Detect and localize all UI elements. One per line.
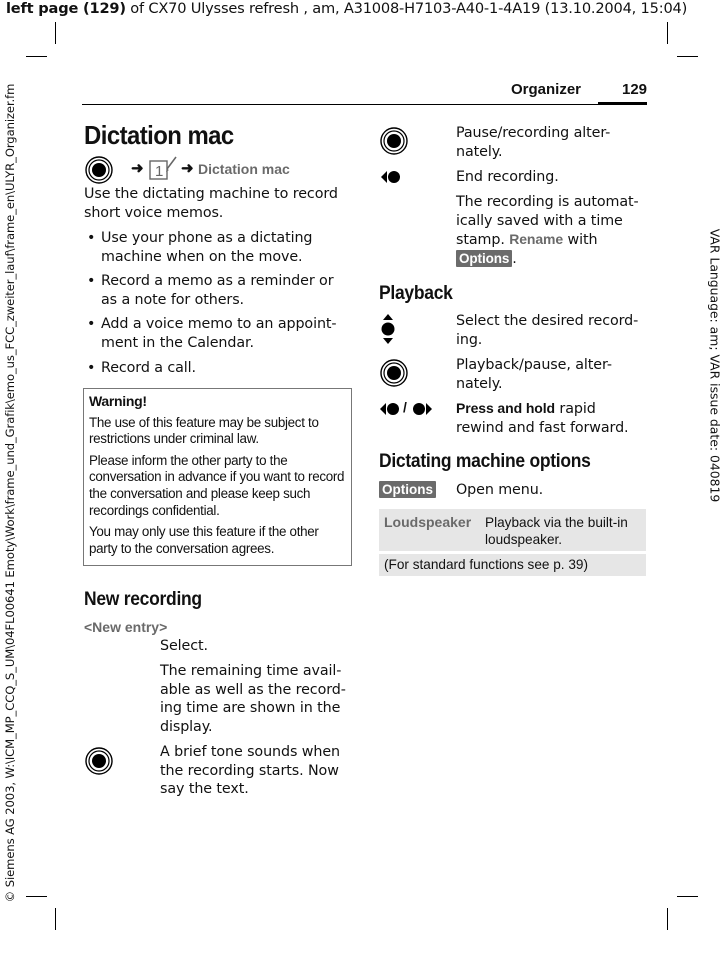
- left-soft-key-icon: [379, 167, 405, 187]
- crop-mark: [55, 22, 56, 44]
- autosave-sentence: The recording is automat-ically saved with a time stamp.: [456, 194, 639, 249]
- warning-box: [83, 388, 352, 566]
- autosave-text: [456, 193, 646, 268]
- list-item: • Record a call.: [84, 359, 352, 378]
- press-and-hold-label: Press and hold: [456, 400, 555, 416]
- option-item-loudspeaker[interactable]: Loudspeaker: [384, 514, 472, 530]
- playpause-text: Playback/pause, alter-nately.: [456, 357, 612, 392]
- document-reference: of CX70 Ulysses refresh , am, A31008-H7103-A40-1-4A19 (13.10.2004, 15:04): [125, 0, 688, 17]
- center-key-icon: [84, 155, 114, 185]
- list-item: • Use your phone as a dictating machine when on the move.: [84, 229, 352, 266]
- center-key-icon: [84, 746, 114, 776]
- page-reference: left page (129): [6, 0, 126, 17]
- header-rule-thick: [598, 102, 647, 105]
- crop-mark: [667, 22, 668, 44]
- options-table: [379, 509, 646, 576]
- crop-mark: [677, 56, 698, 57]
- crop-mark: [26, 896, 47, 897]
- list-item: • Add a voice memo to an appoint-ment in the Calendar.: [84, 315, 352, 352]
- warning-title: Warning!: [89, 393, 147, 409]
- rewind-icon: [379, 399, 401, 419]
- slash-separator: /: [403, 399, 407, 415]
- variant-margin-text: VAR Language: am; VAR issue date: 040819: [707, 228, 723, 503]
- new-entry-label: <New entry>: [84, 619, 168, 635]
- select-text: Select.: [160, 638, 208, 654]
- copyright-margin-text: © Siemens AG 2003, W:\ICM_MP_CCQ_S_UM\04FL00641 Emoty\Work\frame_und_Grafik\emo_us_FCC_zweiter_lauf\frame_en\ULYR_Organizer.fm: [3, 83, 17, 903]
- crop-mark: [26, 56, 47, 57]
- crop-mark: [55, 908, 56, 930]
- section-title: Organizer: [511, 81, 582, 98]
- end-recording-text: End recording.: [456, 169, 559, 185]
- options-softkey[interactable]: Options: [456, 250, 512, 267]
- tone-text: A brief tone sounds when the recording starts. Now say the text.: [160, 744, 340, 798]
- list-item: • Record a memo as a reminder or as a note for others.: [84, 272, 352, 309]
- period: .: [512, 250, 517, 267]
- open-menu-text: Open menu.: [456, 482, 544, 498]
- dictation-menu-icon: [149, 155, 179, 181]
- new-recording-heading: New recording: [84, 589, 202, 610]
- nav-target-label: Dictation mac: [198, 161, 290, 177]
- navigation-up-down-icon: [379, 313, 397, 345]
- pause-text: Pause/recording alter-nately.: [456, 125, 611, 160]
- page-number: 129: [622, 81, 648, 98]
- page-title: Dictation mac: [84, 120, 234, 150]
- nav-arrow: ➜: [181, 160, 194, 177]
- standard-functions-note: (For standard functions see p. 39): [384, 557, 589, 572]
- center-key-icon: [379, 126, 409, 156]
- center-key-icon: [379, 358, 409, 388]
- options-heading: Dictating machine options: [379, 451, 591, 472]
- rewind-text: [456, 399, 646, 437]
- header-rule: [82, 104, 647, 105]
- warning-paragraph: Please inform the other party to the conversation in advance if you want to record the conversation and please keep such recordings confidential.: [89, 452, 345, 518]
- document-header-line: [6, 0, 722, 17]
- warning-paragraph: You may only use this feature if the other party to the conversation agrees.: [89, 524, 319, 556]
- option-description: Playback via the built-in loudspeaker.: [485, 515, 628, 547]
- options-softkey[interactable]: Options: [379, 481, 436, 498]
- fast-forward-icon: [411, 399, 433, 419]
- intro-text: Use the dictating machine to record short voice memos.: [84, 186, 338, 221]
- warning-paragraph: The use of this feature may be subject to restrictions under criminal law.: [89, 414, 319, 447]
- playback-heading: Playback: [379, 283, 453, 304]
- remaining-time-text: The remaining time avail-able as well as the record-ing time are shown in the display.: [160, 663, 346, 735]
- crop-mark: [667, 908, 668, 930]
- nav-arrow: ➜: [131, 160, 144, 177]
- crop-mark: [677, 896, 698, 897]
- rename-label: Rename: [509, 231, 564, 248]
- with-text: with: [563, 232, 598, 249]
- rewind-description: rapid rewind and fast forward.: [456, 401, 629, 436]
- select-recording-text: Select the desired record-ing.: [456, 313, 639, 348]
- table-row: [379, 554, 646, 576]
- svg-text:1: 1: [155, 163, 164, 180]
- table-row: [379, 509, 646, 554]
- feature-list: [84, 229, 352, 383]
